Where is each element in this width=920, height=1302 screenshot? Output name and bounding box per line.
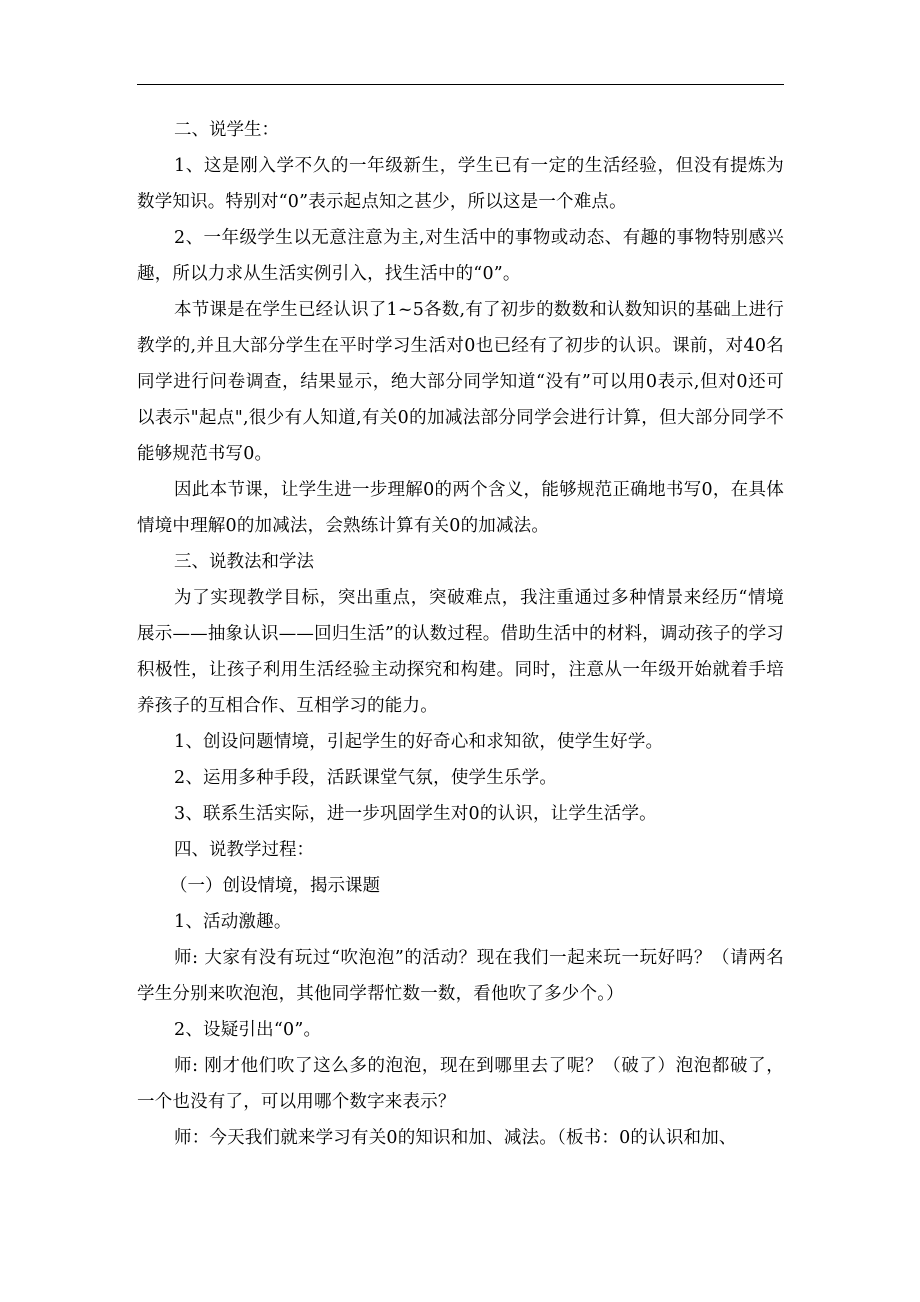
header-rule [137,84,784,85]
paragraph: 1、这是刚入学不久的一年级新生，学生已有一定的生活经验，但没有提炼为数学知识。特别对“0”表示起点知之甚少，所以这是一个难点。 [137,156,784,212]
paragraph: 师: 大家有没有玩过“吹泡泡”的活动？现在我们一起来玩一玩好吗？（请两名学生分别来吹泡泡，其他同学帮忙数一数，看他吹了多少个。） [137,948,784,1004]
section-heading-process: 四、说教学过程： [174,840,314,860]
section-heading-students: 二、说学生： [174,120,279,140]
paragraph: 为了实现教学目标，突出重点，突破难点，我注重通过多种情景来经历“情境展示——抽象认识——回归生活”的认数过程。借助生活中的材料，调动孩子的学习积极性，让孩子利用生活经验主动探究和构建。同时，注意从一年级开始就着手培养孩子的互相合作、互相学习的能力。 [137,588,784,716]
paragraph: 因此本节课，让学生进一步理解0的两个含义，能够规范正确地书写0，在具体情境中理解0的加减法，会熟练计算有关0的加减法。 [137,480,784,536]
paragraph: 师: 刚才他们吹了这么多的泡泡，现在到哪里去了呢？（破了）泡泡都破了，一个也没有了，可以用哪个数字来表示？ [137,1056,784,1112]
paragraph: 2、一年级学生以无意注意为主,对生活中的事物或动态、有趣的事物特别感兴趣，所以力求从生活实例引入，找生活中的“0”。 [137,228,784,284]
document-body [137,112,784,1156]
paragraph: 1、创设问题情境，引起学生的好奇心和求知欲，使学生好学。 [174,732,664,752]
paragraph: 本节课是在学生已经认识了1~5各数,有了初步的数数和认数知识的基础上进行教学的,并且大部分学生在平时学习生活对0也已经有了初步的认识。课前，对40名同学进行问卷调查，结果显示，绝大部分同学知道“没有”可以用0表示,但对0还可以表示"起点",很少有人知道,有关0的加减法部分同学会进行计算，但大部分同学不能够规范书写0。 [137,300,784,464]
section-heading-methods: 三、说教法和学法 [174,552,314,572]
paragraph: 2、运用多种手段，活跃课堂气氛，使学生乐学。 [174,768,558,788]
paragraph: 3、联系生活实际，进一步巩固学生对0的认识，让学生活学。 [174,804,657,824]
paragraph: 师：今天我们就来学习有关0的知识和加、减法。（板书：0的认识和加、 [174,1128,737,1148]
paragraph: 2、设疑引出“0”。 [174,1020,322,1040]
paragraph: 1、活动激趣。 [174,912,292,932]
subsection-heading: （一）创设情境，揭示课题 [170,876,380,896]
